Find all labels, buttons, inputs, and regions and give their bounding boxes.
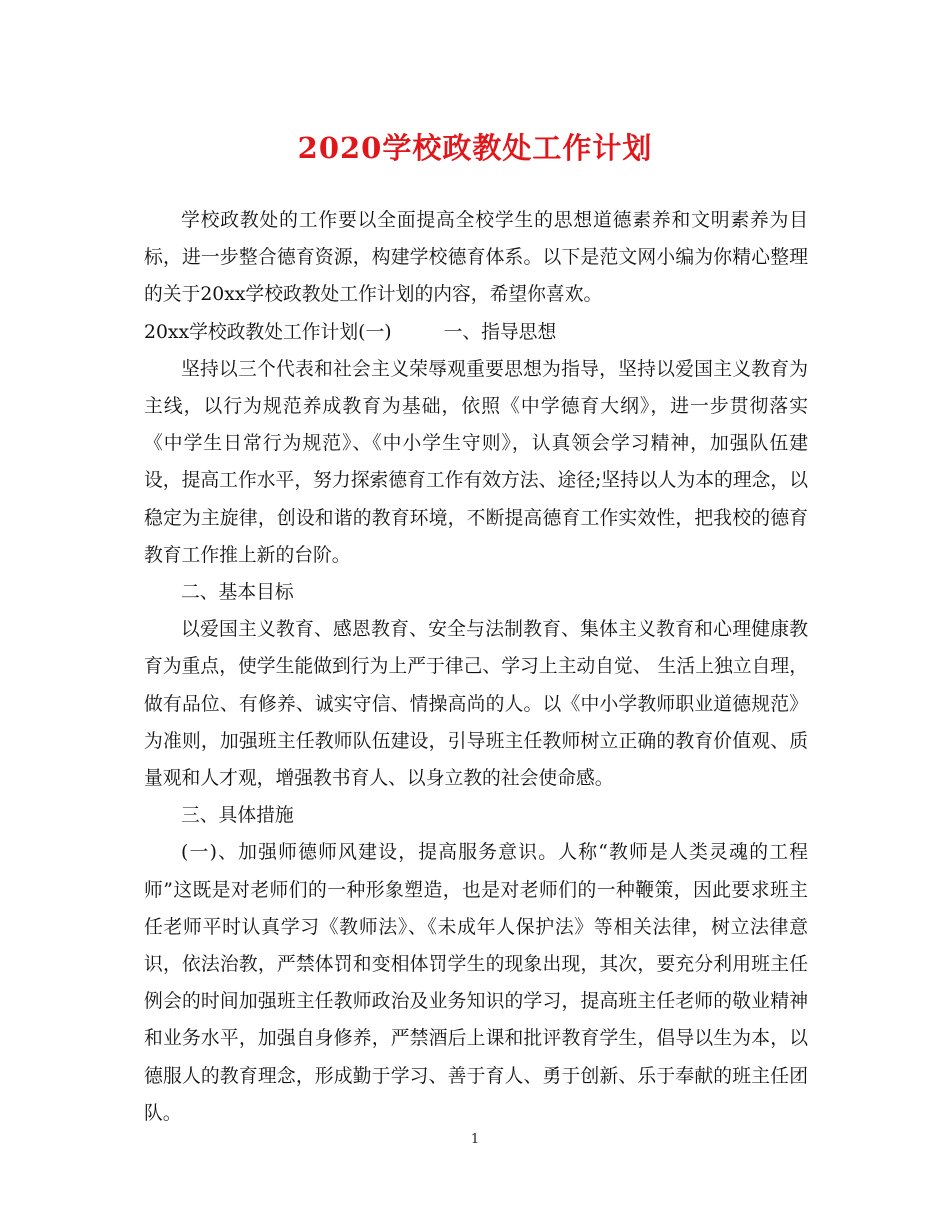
section-heading-guiding-ideology: 一、指导思想 [443,321,557,343]
basic-goals-paragraph: 以爱国主义教育、感恩教育、安全与法制教育、集体主义教育和心理健康教育为重点，使学生能做到行为上严于律己、学习上主动自觉、 生活上独立自理，做有品位、有修养、诚实守信、情操高尚的人。以《中小学教师职业道德规范》为准则，加强班主任教师队伍建设，引导班主任教师树立正确的教育价值观、质量观和人才观，增强教书育人、以身立教的社会使命感。 [144,619,808,790]
section-heading-basic-goals: 二、基本目标 [181,582,294,604]
intro-paragraph: 学校政教处的工作要以全面提高全校学生的思想道德素养和文明素养为目标，进一步整合德育资源，构建学校德育体系。以下是范文网小编为你精心整理的关于20xx学校政教处工作计划的内容，希望你喜欢。 [144,210,808,306]
section-heading-specific-measures: 三、具体措施 [181,805,294,827]
specific-measures-paragraph: (一)、加强师德师风建设，提高服务意识。人称“教师是人类灵魂的工程师”这既是对老师们的一种形象塑造，也是对老师们的一种鞭策，因此要求班主任老师平时认真学习《教师法》、《未成年人保护法》等相关法律，树立法律意识，依法治教，严禁体罚和变相体罚学生的现象出现，其次，要充分利用班主任例会的时间加强班主任教师政治及业务知识的学习，提高班主任老师的敬业精神和业务水平，加强自身修养，严禁酒后上课和批评教育学生，倡导以生为本，以德服人的教育理念，形成勤于学习、善于育人、勇于创新、乐于奉献的班主任团队。 [144,842,808,1124]
guiding-ideology-paragraph: 坚持以三个代表和社会主义荣辱观重要思想为指导，坚持以爱国主义教育为主线，以行为规范养成教育为基础，依照《中学德育大纲》，进一步贯彻落实《中学生日常行为规范》、《中小学生守则》，认真领会学习精神，加强队伍建设，提高工作水平，努力探索德育工作有效方法、途径;坚持以人为本的理念，以稳定为主旋律，创设和谐的教育环境，不断提高德育工作实效性，把我校的德育教育工作推上新的台阶。 [144,358,808,566]
plan-heading-line [144,314,808,351]
plan-label: 20xx学校政教处工作计划(一) [144,321,392,343]
document-body [144,202,808,1132]
document-title: 2020学校政教处工作计划 [297,131,653,165]
page-number: 1 [470,1132,480,1147]
